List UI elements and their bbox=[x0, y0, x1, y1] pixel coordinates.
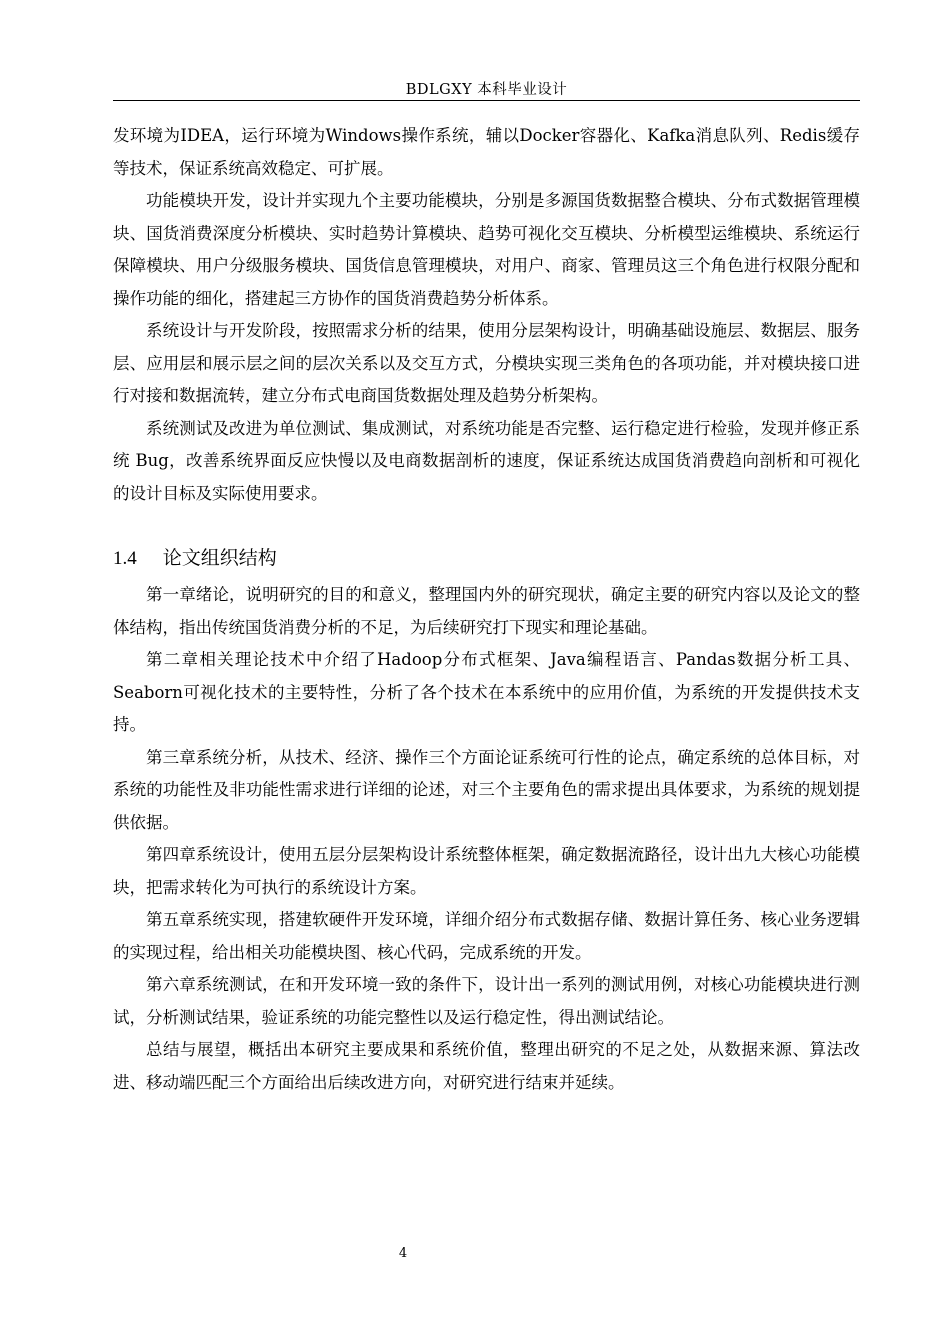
body-paragraph: 发环境为IDEA，运行环境为Windows操作系统，辅以Docker容器化、Kafka消息队列、Redis缓存等技术，保证系统高效稳定、可扩展。 bbox=[113, 126, 860, 178]
section-number: 1.4 bbox=[113, 548, 137, 569]
body-paragraph: 第三章系统分析，从技术、经济、操作三个方面论证系统可行性的论点，确定系统的总体目标，对系统的功能性及非功能性需求进行详细的论述，对三个主要角色的需求提出具体要求，为系统的规划提供依据。 bbox=[113, 747, 860, 832]
body-paragraph: 第二章相关理论技术中介绍了Hadoop分布式框架、Java编程语言、Pandas数据分析工具、Seaborn可视化技术的主要特性，分析了各个技术在本系统中的应用价值，为系统的开发提供技术支持。 bbox=[113, 650, 860, 734]
page-number: 4 bbox=[398, 1246, 408, 1261]
running-header: BDLGXY 本科毕业设计 bbox=[405, 82, 568, 98]
body-paragraph: 总结与展望，概括出本研究主要成果和系统价值，整理出研究的不足之处，从数据来源、算法改进、移动端匹配三个方面给出后续改进方向，对研究进行结束并延续。 bbox=[113, 1040, 860, 1092]
body-paragraph: 第五章系统实现，搭建软硬件开发环境，详细介绍分布式数据存储、数据计算任务、核心业务逻辑的实现过程，给出相关功能模块图、核心代码，完成系统的开发。 bbox=[113, 910, 860, 962]
page-body bbox=[113, 120, 860, 1099]
body-paragraph: 系统设计与开发阶段，按照需求分析的结果，使用分层架构设计，明确基础设施层、数据层、服务层、应用层和展示层之间的层次关系以及交互方式，分模块实现三类角色的各项功能，并对模块接口进行对接和数据流转，建立分布式电商国货数据处理及趋势分析架构。 bbox=[113, 321, 860, 405]
body-paragraph: 功能模块开发，设计并实现九个主要功能模块，分别是多源国货数据整合模块、分布式数据管理模块、国货消费深度分析模块、实时趋势计算模块、趋势可视化交互模块、分析模型运维模块、系统运行保障模块、用户分级服务模块、国货信息管理模块，对用户、商家、管理员这三个角色进行权限分配和操作功能的细化，搭建起三方协作的国货消费趋势分析体系。 bbox=[113, 191, 860, 308]
body-paragraph: 系统测试及改进为单位测试、集成测试，对系统功能是否完整、运行稳定进行检验，发现并修正系统 Bug，改善系统界面反应快慢以及电商数据剖析的速度，保证系统达成国货消费趋向剖析和可视化的设计目标及实际使用要求。 bbox=[113, 418, 860, 503]
body-paragraph: 第六章系统测试，在和开发环境一致的条件下，设计出一系列的测试用例，对核心功能模块进行测试，分析测试结果，验证系统的功能完整性以及运行稳定性，得出测试结论。 bbox=[113, 975, 860, 1027]
body-paragraph: 第四章系统设计，使用五层分层架构设计系统整体框架，确定数据流路径，设计出九大核心功能模块，把需求转化为可执行的系统设计方案。 bbox=[113, 845, 860, 897]
section-title: 论文组织结构 bbox=[162, 547, 277, 569]
body-paragraph: 第一章绪论，说明研究的目的和意义，整理国内外的研究现状，确定主要的研究内容以及论文的整体结构，指出传统国货消费分析的不足，为后续研究打下现实和理论基础。 bbox=[113, 585, 860, 637]
section-heading bbox=[113, 542, 860, 575]
header-rule bbox=[113, 100, 860, 101]
